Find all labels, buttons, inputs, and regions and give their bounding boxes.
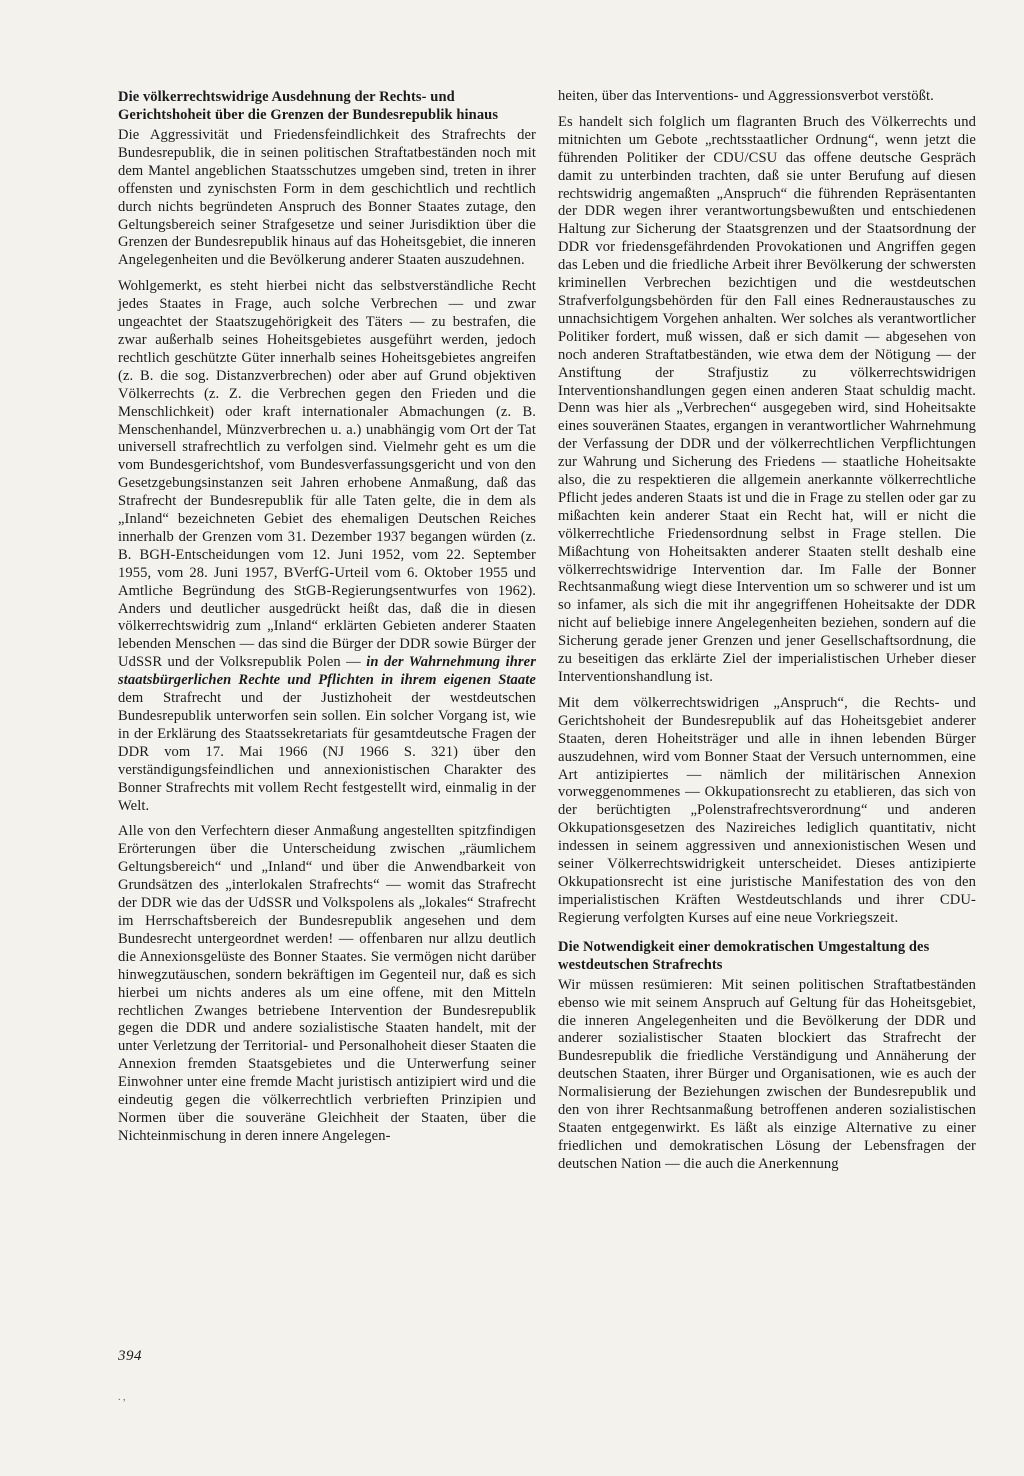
scan-specks: . , [118, 1392, 126, 1403]
left-column [118, 88, 536, 1154]
paragraph: Die Aggressivität und Friedensfeindlichkeit des Strafrechts der Bundesrepublik, die in seinen politischen Straftatbeständen noch mit dem Mantel angeblichen Staatsschutzes umgeben sind, treten in ihrer offensten und zynischsten Form in dem geschichtlich und rechtlich durch nichts begründeten Anspruch des Bonner Staates zutage, den Geltungsbereich seiner Strafgesetze und seiner Jurisdiktion über die Grenzen der Bundesrepublik hinaus auf das Hoheitsgebiet, die inneren Angelegenheiten und die Bevölkerung anderer Staaten auszudehnen. [118, 127, 536, 269]
right-column [558, 88, 976, 1182]
section-heading: Die Notwendigkeit einer demokratischen Umgestaltung des westdeutschen Strafrechts [558, 938, 930, 973]
emphasized-text: in der Wahrnehmung ihrer staatsbürgerlichen Rechte und Pflichten in ihrem eigenen Staate [118, 654, 536, 689]
paragraph: Wir müssen resümieren: Mit seinen politischen Straftatbeständen ebenso wie mit seinem Anspruch auf Geltung für das Hoheitsgebiet, die inneren Angelegenheiten und die Bevölkerung der DDR und anderer sozialistischer Staaten blockiert das Strafrecht der Bundesrepublik die friedliche Verständigung und Annäherung der deutschen Staaten, ihrer Bürger und Organisationen, wie es auch der Normalisierung der Beziehungen zwischen der Bundesrepublik und den von ihrer Rechtsanmaßung betroffenen anderen sozialistischen Staaten entgegenwirkt. Es läßt als einzige Alternative zu einer friedlichen und demokratischen Lösung der Lebensfragen der deutschen Nation — die auch die Anerkennung [558, 976, 976, 1172]
paragraph: Es handelt sich folglich um flagranten Bruch des Völkerrechts und mitnichten um Gebote „rechtsstaatlicher Ordnung“, wenn jetzt die führenden Politiker der CDU/CSU das offene deutsche Gespräch damit zu unterbinden trachten, daß sie unter Berufung auf diesen rechtswidrig angemaßten „Anspruch“ die führenden Repräsentanten der DDR wegen ihrer verantwortungsbewußten und entschiedenen Haltung zur Sicherung der Staatsgrenzen und der Staatsordnung der DDR vor friedensgefährdenden Provokationen und Angriffen gegen das Leben und die friedliche Arbeit ihrer Bevölkerung der schwersten kriminellen Verbrechen bezichtigen und die westdeutschen Strafverfolgungsbehörden für den Fall eines Redneraustausches zu unnachsichtigem Vorgehen anhalten. Wer solches als verantwortlicher Politiker fordert, muß wissen, daß er sich damit — abgesehen von noch anderen Straftatbeständen, wie etwa dem der Nötigung — der Anstiftung der Strafjustiz zu völkerrechtswidrigen Interventionshandlungen gegen einen anderen Staat schuldig macht. Denn was hier als „Verbrechen“ ausgegeben wird, sind Hoheitsakte eines souveränen Staates, ergangen in verantwortlicher Wahrnehmung der Verfassung der DDR und der völkerrechtlichen Verpflichtungen zur Wahrung und Sicherung des Friedens — staatliche Hoheitsakte also, die zu respektieren die allgemein anerkannte völkerrechtliche Pflicht jedes anderen Staats ist und die in Frage zu stellen oder gar zu mißachten kein anderer Staat ein Recht hat, will er nicht die völkerrechtliche Friedensordnung selbst in Frage stellen. Die Mißachtung von Hoheitsakten anderer Staaten stellt deshalb eine völkerrechtswidrige Intervention dar. Im Falle der Bonner Rechtsanmaßung wiegt diese Intervention um so schwerer und ist um so infamer, als sich die mit ihr angegriffenen Hoheitsakte der DDR nicht auf beliebige innere Angelegenheiten beziehen, sondern auf die Sicherung gerade jener Grenzen und jener Gesellschaftsordnung, die zu beseitigen das erklärte Ziel der imperialistischen Urheber dieser Interventionshandlung ist. [558, 113, 976, 685]
paragraph-continuation: heiten, über das Interventions- und Aggressionsverbot verstößt. [558, 88, 934, 104]
paragraph: Alle von den Verfechtern dieser Anmaßung angestellten spitzfindigen Erörterungen über die Unterscheidung zwischen „räumlichem Geltungsbereich“ und „Inland“ und über die Anwendbarkeit von Grundsätzen des „interlokalen Strafrechts“ — womit das Strafrecht der DDR wie das der UdSSR und Volkspolens als „lokales“ Strafrecht im Herrschaftsbereich der Bundesrepublik angesehen und dem Bundesrecht untergeordnet werden! — offenbaren nur allzu deutlich die Annexionsgelüste des Bonner Staates. Sie vermögen nicht darüber hinwegzutäuschen, sondern bekräftigen im Gegenteil nur, daß es sich hierbei um nichts anderes als um eine offene, mit den Mitteln rechtlichen Zwanges betriebene Intervention der Bundesrepublik gegen die DDR und andere sozialistische Staaten handelt, mit der unter Verletzung der Territorial- und Personalhoheit dieser Staaten die Annexion fremden Staatsgebietes und die Unterwerfung seiner Einwohner unter eine fremde Macht juristisch antizipiert wird und die eindeutig gegen die völkerrechtlich verbrieften Prinzipien und Normen über die souveräne Gleichheit der Staaten, über die Nichteinmischung in deren innere Angelegen- [118, 823, 536, 1144]
paragraph [118, 278, 536, 815]
paragraph-text: dem Strafrecht und der Justizhoheit der westdeutschen Bundesrepublik unterworfen sein sollen. Ein solcher Vorgang ist, wie in der Erklärung des Staatssekretariats für gesamtdeutsche Fragen der DDR vom 17. Mai 1966 (NJ 1966 S. 321) über den verständigungsfeindlichen und annexionistischen Charakter des Bonner Strafrechts mit vollem Recht festgestellt wird, einmalig in der Welt. [118, 690, 536, 814]
paragraph-text: Wohlgemerkt, es steht hierbei nicht das selbstverständliche Recht jedes Staates in Frage, auch solche Verbrechen — und zwar ungeachtet der Staatszugehörigkeit des Täters — zu bestrafen, die zwar außerhalb seines Hoheitsgebietes ausgeführt werden, jedoch rechtlich geschützte Güter innerhalb seines Hoheitsgebietes angreifen (z. B. die sog. Distanzverbrechen) oder aber auf Grund objektiven Völkerrechts (z. Z. die Verbrechen gegen den Frieden und die Menschlichkeit) oder kraft internationaler Abmachungen (z. B. Menschenhandel, Münzverbrechen u. a.) unabhängig vom Ort der Tat universell strafrechtlich zu verfolgen sind. Vielmehr geht es um die vom Bundesgerichtshof, vom Bundesverfassungsgericht und von den Gesetzgebungsinstanzen seit Jahren erhobene Anmaßung, daß das Strafrecht der Bundesrepublik für alle Taten gelte, die in dem als „Inland“ bezeichneten Gebiet des ehemaligen Deutschen Reiches innerhalb der Grenzen vom 31. Dezember 1937 begangen würden (z. B. BGH-Entscheidungen vom 12. Juni 1952, vom 22. September 1955, vom 28. Juni 1957, BVerfG-Urteil vom 6. Oktober 1955 und Amtliche Begründung des StGB-Regierungsentwurfes von 1962). Anders und deutlicher ausgedrückt heißt das, daß die in diesen völkerrechtswidrig zum „Inland“ erklärten Gebieten anderer Staaten lebenden Menschen — das sind die Bürger der DDR sowie Bürger der UdSSR und der Volksrepublik Polen — [118, 278, 536, 671]
section-heading: Die völkerrechtswidrige Ausdehnung der Rechts- und Gerichtshoheit über die Grenzen der Bundesrepublik hinaus [118, 89, 499, 123]
page-number: 394 [118, 1348, 142, 1364]
paragraph: Mit dem völkerrechtswidrigen „Anspruch“, die Rechts- und Gerichtshoheit der Bundesrepublik auf das Hoheitsgebiet anderer Staaten, deren Hoheitsträger und alle in ihnen lebenden Bürger auszudehnen, wird vom Bonner Staat der Versuch unternommen, eine Art antizipiertes — nämlich der militärischen Annexion vorweggenommenes — Okkupationsrecht zu etablieren, das sich von der berüchtigten „Polenstrafrechtsverordnung“ und anderen Okkupationsgesetzen des Nazireiches lediglich quantitativ, nicht indessen in seinem aggressiven und annexionistischen Wesen und seiner Völkerrechtswidrigkeit unterscheidet. Dieses antizipierte Okkupationsrecht ist eine juristische Manifestation des von den imperialistischen Kräften Westdeutschlands und ihrer CDU-Regierung verfolgten Kurses auf eine neue Vorkriegszeit. [558, 694, 976, 926]
